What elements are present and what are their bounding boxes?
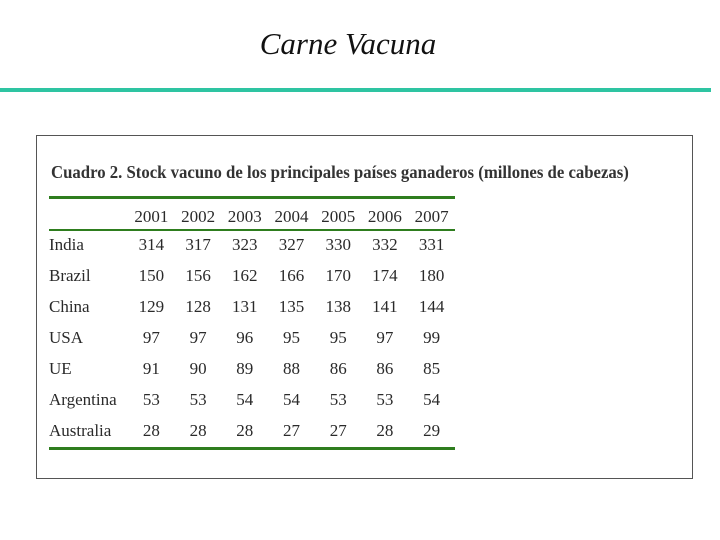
value-cell: 27 bbox=[282, 420, 300, 440]
value-cell: 95 bbox=[329, 327, 347, 347]
value-cell: 174 bbox=[372, 265, 398, 285]
value-cell: 332 bbox=[372, 234, 398, 254]
table-row bbox=[49, 353, 455, 384]
country-cell: UE bbox=[49, 358, 72, 378]
table-row bbox=[49, 322, 455, 353]
table-figure bbox=[36, 135, 693, 479]
value-cell: 96 bbox=[236, 327, 254, 347]
value-cell: 170 bbox=[325, 265, 351, 285]
value-cell: 135 bbox=[278, 296, 305, 316]
country-cell: China bbox=[49, 296, 90, 316]
value-cell: 150 bbox=[138, 265, 165, 285]
cattle-stock-table bbox=[49, 204, 455, 446]
value-cell: 54 bbox=[236, 389, 254, 409]
value-cell: 85 bbox=[423, 358, 441, 378]
value-cell: 53 bbox=[376, 389, 394, 409]
table-top-rule bbox=[49, 196, 455, 199]
value-cell: 317 bbox=[185, 234, 211, 254]
value-cell: 54 bbox=[282, 389, 300, 409]
table-row bbox=[49, 229, 455, 260]
value-cell: 141 bbox=[372, 296, 398, 316]
value-cell: 28 bbox=[189, 420, 207, 440]
value-cell: 28 bbox=[142, 420, 160, 440]
value-cell: 53 bbox=[189, 389, 207, 409]
value-cell: 314 bbox=[138, 234, 165, 254]
country-cell: USA bbox=[49, 327, 84, 347]
value-cell: 89 bbox=[236, 358, 254, 378]
table-caption: Cuadro 2. Stock vacuno de los principales países ganaderos (millones de cabezas) bbox=[51, 162, 629, 182]
value-cell: 128 bbox=[185, 296, 211, 316]
country-cell: Brazil bbox=[49, 265, 91, 285]
value-cell: 88 bbox=[282, 358, 300, 378]
value-cell: 97 bbox=[189, 327, 207, 347]
value-cell: 327 bbox=[278, 234, 305, 254]
value-cell: 91 bbox=[142, 358, 160, 378]
table-row bbox=[49, 384, 455, 415]
value-cell: 28 bbox=[376, 420, 394, 440]
value-cell: 95 bbox=[282, 327, 300, 347]
value-cell: 86 bbox=[329, 358, 347, 378]
value-cell: 53 bbox=[142, 389, 160, 409]
value-cell: 330 bbox=[325, 234, 351, 254]
country-cell: Australia bbox=[49, 420, 112, 440]
value-cell: 138 bbox=[325, 296, 351, 316]
value-cell: 166 bbox=[278, 265, 305, 285]
value-cell: 180 bbox=[418, 265, 445, 285]
year-header: 2003 bbox=[227, 206, 262, 226]
title-divider bbox=[0, 88, 711, 92]
year-header: 2004 bbox=[274, 206, 309, 226]
value-cell: 323 bbox=[232, 234, 258, 254]
value-cell: 131 bbox=[232, 296, 258, 316]
slide-title: Carne Vacuna bbox=[259, 26, 437, 61]
value-cell: 53 bbox=[329, 389, 347, 409]
table-row bbox=[49, 260, 455, 291]
value-cell: 90 bbox=[189, 358, 207, 378]
value-cell: 27 bbox=[329, 420, 347, 440]
year-header: 2002 bbox=[181, 206, 216, 226]
value-cell: 28 bbox=[236, 420, 254, 440]
value-cell: 129 bbox=[138, 296, 165, 316]
year-header: 2001 bbox=[134, 206, 169, 226]
value-cell: 156 bbox=[185, 265, 211, 285]
country-cell: India bbox=[49, 234, 84, 254]
table-row bbox=[49, 291, 455, 322]
table-header-row bbox=[49, 204, 455, 229]
country-cell: Argentina bbox=[49, 389, 117, 409]
year-header: 2005 bbox=[321, 206, 356, 226]
value-cell: 86 bbox=[376, 358, 394, 378]
value-cell: 54 bbox=[423, 389, 441, 409]
table-bottom-rule bbox=[49, 447, 455, 450]
value-cell: 99 bbox=[423, 327, 441, 347]
corner-cell bbox=[49, 204, 128, 229]
value-cell: 29 bbox=[423, 420, 441, 440]
value-cell: 162 bbox=[232, 265, 258, 285]
value-cell: 331 bbox=[418, 234, 445, 254]
table-row bbox=[49, 415, 455, 446]
year-header: 2007 bbox=[414, 206, 449, 226]
value-cell: 97 bbox=[376, 327, 394, 347]
year-header: 2006 bbox=[367, 206, 402, 226]
value-cell: 144 bbox=[418, 296, 445, 316]
value-cell: 97 bbox=[142, 327, 160, 347]
